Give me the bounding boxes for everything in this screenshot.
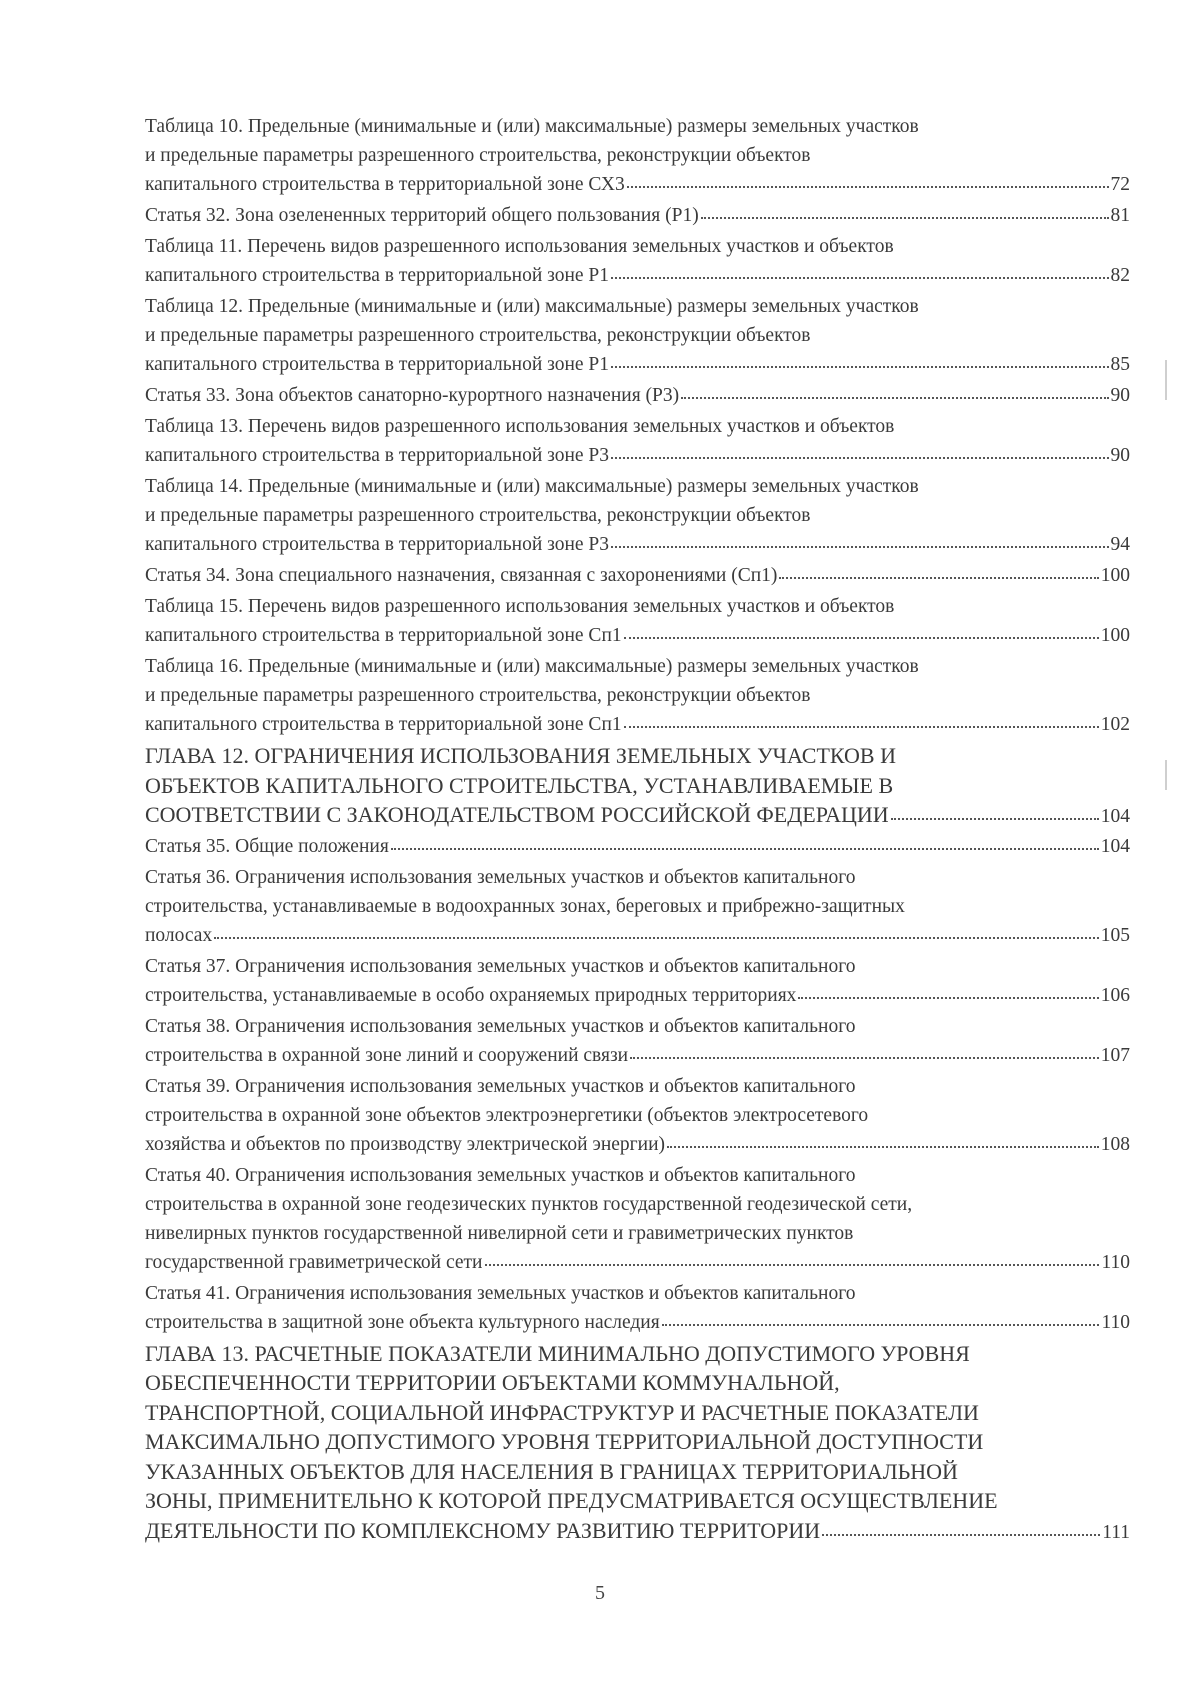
dot-leader <box>611 442 1108 462</box>
toc-entry-text: хозяйства и объектов по производству электрической энергии) <box>145 1133 666 1155</box>
toc-entry-text: капитального строительства в территориальной зоне СХ3 <box>145 174 625 195</box>
toc-entry[interactable] <box>145 1012 1130 1070</box>
toc-entry-text: Статья 41. Ограничения использования земельных участков и объектов капитального <box>145 1282 856 1304</box>
toc-entry-text: Статья 40. Ограничения использования земельных участков и объектов капитального <box>145 1164 856 1186</box>
dot-leader <box>798 981 1098 1001</box>
toc-entry-line <box>145 350 1130 379</box>
toc-entry-text: строительства в защитной зоне объекта культурного наследия <box>145 1311 660 1333</box>
toc-entry[interactable] <box>145 1072 1130 1159</box>
toc-entry-text: Таблица 11. Перечень видов разрешенного использования земельных участков и объектов <box>145 236 894 257</box>
toc-entry-line <box>145 561 1130 590</box>
toc-entry[interactable] <box>145 201 1130 230</box>
toc-chapter-heading[interactable] <box>145 741 1130 830</box>
toc-entry-text: и предельные параметры разрешенного строительства, реконструкции объектов <box>145 325 811 346</box>
toc-entry-text: СООТВЕТСТВИИ С ЗАКОНОДАТЕЛЬСТВОМ РОССИЙСКОЙ ФЕДЕРАЦИИ <box>145 802 889 827</box>
toc-entry[interactable] <box>145 652 1130 739</box>
toc-page-number: 100 <box>1100 625 1130 646</box>
toc-entry-text: Статья 38. Ограничения использования земельных участков и объектов капитального <box>145 1015 856 1037</box>
toc-entry-line <box>145 170 1130 199</box>
toc-entry-text: Таблица 10. Предельные (минимальные и (или) максимальные) размеры земельных участков <box>145 116 919 137</box>
table-of-contents <box>145 112 1130 1545</box>
toc-entry-line <box>145 501 1130 530</box>
scan-margin-mark <box>1165 760 1167 790</box>
toc-entry-text: нивелирных пунктов государственной нивелирной сети и гравиметрических пунктов <box>145 1222 854 1244</box>
page-number: 5 <box>595 1582 605 1604</box>
toc-entry-line <box>145 921 1130 950</box>
toc-entry-text: капитального строительства в территориальной зоне Р1 <box>145 265 610 286</box>
toc-entry-line <box>145 800 1130 830</box>
toc-entry-line <box>145 1457 1130 1487</box>
toc-entry-line <box>145 981 1130 1010</box>
toc-entry-line <box>145 1398 1130 1428</box>
toc-entry-text: Статья 36. Ограничения использования земельных участков и объектов капитального <box>145 866 856 888</box>
toc-entry-text: Статья 35. Общие положения <box>145 835 389 857</box>
toc-entry-line <box>145 1012 1130 1041</box>
dot-leader <box>485 1248 1100 1268</box>
toc-entry-text: государственной гравиметрической сети <box>145 1251 483 1273</box>
toc-page-number: 90 <box>1110 385 1130 406</box>
toc-entry-text: ТРАНСПОРТНОЙ, СОЦИАЛЬНОЙ ИНФРАСТРУКТУР И РАСЧЕТНЫЕ ПОКАЗАТЕЛИ <box>145 1399 979 1425</box>
toc-page-number: 85 <box>1110 354 1130 375</box>
toc-entry[interactable] <box>145 1279 1130 1337</box>
toc-entry[interactable] <box>145 592 1130 650</box>
toc-entry-line <box>145 381 1130 410</box>
toc-entry-line <box>145 832 1130 861</box>
toc-entry-line <box>145 412 1130 441</box>
toc-entry-text: Таблица 15. Перечень видов разрешенного использования земельных участков и объектов <box>145 596 895 617</box>
toc-page-number: 102 <box>1100 714 1130 735</box>
toc-entry[interactable] <box>145 863 1130 950</box>
toc-entry-line <box>145 652 1130 681</box>
toc-entry-line <box>145 1161 1130 1190</box>
toc-entry-text: Таблица 12. Предельные (минимальные и (или) максимальные) размеры земельных участков <box>145 296 919 317</box>
toc-entry-line <box>145 710 1130 739</box>
toc-entry-text: Статья 37. Ограничения использования земельных участков и объектов капитального <box>145 955 856 977</box>
toc-page-number: 90 <box>1110 445 1130 466</box>
dot-leader <box>779 562 1098 582</box>
toc-entry[interactable] <box>145 472 1130 559</box>
toc-entry[interactable] <box>145 412 1130 470</box>
toc-page-number: 108 <box>1100 1133 1130 1155</box>
toc-entry-line <box>145 112 1130 141</box>
toc-entry-line <box>145 863 1130 892</box>
toc-page-number: 107 <box>1100 1044 1130 1066</box>
toc-entry-line <box>145 952 1130 981</box>
document-page <box>145 112 1130 1547</box>
dot-leader <box>611 262 1108 282</box>
dot-leader <box>667 1130 1099 1150</box>
toc-entry-text: строительства в охранной зоне объектов электроэнергетики (объектов электросетевого <box>145 1104 869 1126</box>
toc-entry-text: строительства в охранной зоне линий и сооружений связи <box>145 1044 629 1066</box>
toc-entry-line <box>145 472 1130 501</box>
toc-page-number: 110 <box>1101 1251 1130 1273</box>
toc-entry-line <box>145 201 1130 230</box>
toc-entry-text: Статья 34. Зона специального назначения, связанная с захоронениями (Сп1) <box>145 565 778 586</box>
toc-entry-text: и предельные параметры разрешенного строительства, реконструкции объектов <box>145 505 811 526</box>
dot-leader <box>630 1041 1099 1061</box>
toc-entry-line <box>145 892 1130 921</box>
dot-leader <box>624 622 1099 642</box>
toc-entry-line <box>145 321 1130 350</box>
toc-page-number: 104 <box>1100 806 1130 827</box>
toc-entry[interactable] <box>145 832 1130 861</box>
dot-leader <box>701 202 1109 222</box>
toc-entry-text: капитального строительства в территориальной зоне Р1 <box>145 354 610 375</box>
dot-leader <box>681 382 1108 402</box>
toc-entry-text: капитального строительства в территориальной зоне Сп1 <box>145 714 622 735</box>
toc-entry-line <box>145 1072 1130 1101</box>
toc-entry-text: Таблица 13. Перечень видов разрешенного использования земельных участков и объектов <box>145 416 895 437</box>
toc-entry[interactable] <box>145 381 1130 410</box>
toc-entry-text: и предельные параметры разрешенного строительства, реконструкции объектов <box>145 145 811 166</box>
toc-entry-line <box>145 141 1130 170</box>
toc-entry-line <box>145 1486 1130 1516</box>
toc-entry-text: капитального строительства в территориальной зоне Сп1 <box>145 625 622 646</box>
toc-entry[interactable] <box>145 561 1130 590</box>
toc-entry-text: Таблица 14. Предельные (минимальные и (или) максимальные) размеры земельных участков <box>145 476 919 497</box>
toc-entry-text: капитального строительства в территориальной зоне Р3 <box>145 534 610 555</box>
toc-entry-line <box>145 530 1130 559</box>
toc-entry-text: строительства, устанавливаемые в особо охраняемых природных территориях <box>145 984 797 1006</box>
toc-entry-line <box>145 1101 1130 1130</box>
toc-entry-text: Таблица 16. Предельные (минимальные и (или) максимальные) размеры земельных участков <box>145 656 919 677</box>
toc-entry-text: ГЛАВА 12. ОГРАНИЧЕНИЯ ИСПОЛЬЗОВАНИЯ ЗЕМЕЛЬНЫХ УЧАСТКОВ И <box>145 743 896 768</box>
toc-entry-line <box>145 592 1130 621</box>
toc-entry-text: Статья 32. Зона озелененных территорий общего пользования (Р1) <box>145 205 699 226</box>
toc-entry-line <box>145 1190 1130 1219</box>
toc-entry[interactable] <box>145 952 1130 1010</box>
toc-entry-line <box>145 1339 1130 1369</box>
toc-entry-line <box>145 1368 1130 1398</box>
toc-entry-text: ЗОНЫ, ПРИМЕНИТЕЛЬНО К КОТОРОЙ ПРЕДУСМАТРИВАЕТСЯ ОСУЩЕСТВЛЕНИЕ <box>145 1488 998 1513</box>
toc-entry-text: капитального строительства в территориальной зоне Р3 <box>145 445 610 466</box>
toc-entry-text: полосах <box>145 924 213 946</box>
toc-page-number: 81 <box>1110 205 1130 226</box>
toc-entry-text: строительства, устанавливаемые в водоохранных зонах, береговых и прибрежно-защитных <box>145 895 905 917</box>
toc-page-number: 94 <box>1110 534 1130 555</box>
toc-page-number: 104 <box>1100 835 1130 857</box>
dot-leader <box>822 1516 1100 1538</box>
toc-entry[interactable] <box>145 292 1130 379</box>
dot-leader <box>627 171 1109 191</box>
toc-page-number: 82 <box>1110 265 1130 286</box>
toc-page-number: 106 <box>1100 984 1130 1006</box>
toc-page-number: 105 <box>1100 924 1130 946</box>
toc-entry-text: УКАЗАННЫХ ОБЪЕКТОВ ДЛЯ НАСЕЛЕНИЯ В ГРАНИЦАХ ТЕРРИТОРИАЛЬНОЙ <box>145 1458 958 1484</box>
dot-leader <box>611 531 1108 551</box>
toc-entry-text: ОБЪЕКТОВ КАПИТАЛЬНОГО СТРОИТЕЛЬСТВА, УСТАНАВЛИВАЕМЫЕ В <box>145 772 894 798</box>
dot-leader <box>611 351 1108 371</box>
dot-leader <box>891 800 1099 822</box>
toc-entry-line <box>145 1308 1130 1337</box>
toc-entry-text: и предельные параметры разрешенного строительства, реконструкции объектов <box>145 685 811 706</box>
dot-leader <box>214 921 1099 941</box>
toc-page-number: 72 <box>1110 174 1130 195</box>
toc-entry-line <box>145 1427 1130 1457</box>
toc-chapter-heading[interactable] <box>145 1339 1130 1546</box>
toc-entry-line <box>145 1248 1130 1277</box>
toc-entry-text: строительства в охранной зоне геодезических пунктов государственной геодезической сети, <box>145 1193 913 1215</box>
toc-entry-text: ОБЕСПЕЧЕННОСТИ ТЕРРИТОРИИ ОБЪЕКТАМИ КОММУНАЛЬНОЙ, <box>145 1370 840 1395</box>
toc-entry-line <box>145 1130 1130 1159</box>
toc-entry-text: Статья 39. Ограничения использования земельных участков и объектов капитального <box>145 1075 856 1097</box>
toc-entry-line <box>145 741 1130 771</box>
toc-entry[interactable] <box>145 112 1130 199</box>
toc-entry-line <box>145 441 1130 470</box>
toc-entry[interactable] <box>145 232 1130 290</box>
toc-page-number: 111 <box>1102 1521 1130 1543</box>
toc-entry[interactable] <box>145 1161 1130 1277</box>
toc-entry-line <box>145 621 1130 650</box>
dot-leader <box>662 1308 1100 1328</box>
dot-leader <box>624 711 1099 731</box>
toc-entry-text: ГЛАВА 13. РАСЧЕТНЫЕ ПОКАЗАТЕЛИ МИНИМАЛЬНО ДОПУСТИМОГО УРОВНЯ <box>145 1340 970 1366</box>
toc-entry-line <box>145 261 1130 290</box>
toc-entry-line <box>145 232 1130 261</box>
toc-entry-line <box>145 1279 1130 1308</box>
toc-entry-line <box>145 1041 1130 1070</box>
dot-leader <box>391 832 1099 852</box>
toc-entry-line <box>145 771 1130 801</box>
toc-entry-text: ДЕЯТЕЛЬНОСТИ ПО КОМПЛЕКСНОМУ РАЗВИТИЮ ТЕРРИТОРИИ <box>145 1517 821 1543</box>
toc-entry-text: Статья 33. Зона объектов санаторно-курортного назначения (Р3) <box>145 385 680 406</box>
toc-entry-line <box>145 1219 1130 1248</box>
scan-margin-mark <box>1165 360 1167 400</box>
toc-entry-line <box>145 292 1130 321</box>
toc-entry-text: МАКСИМАЛЬНО ДОПУСТИМОГО УРОВНЯ ТЕРРИТОРИАЛЬНОЙ ДОСТУПНОСТИ <box>145 1429 984 1454</box>
toc-page-number: 100 <box>1100 565 1130 586</box>
toc-entry-line <box>145 1516 1130 1546</box>
toc-entry-line <box>145 681 1130 710</box>
toc-page-number: 110 <box>1101 1311 1130 1333</box>
